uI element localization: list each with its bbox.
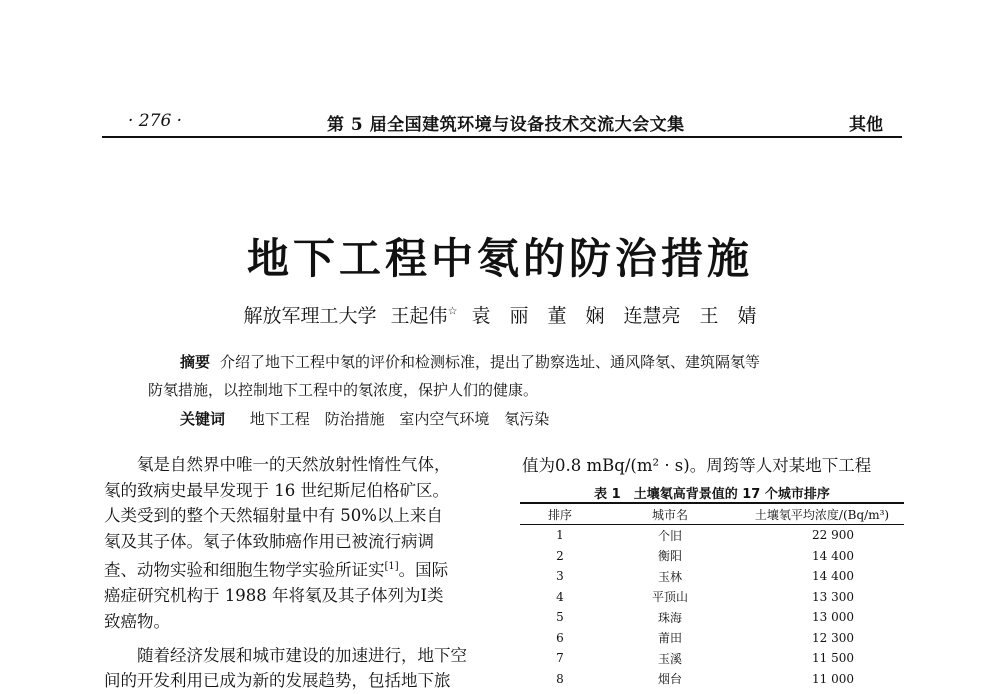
keyword-item: 地下工程	[249, 410, 310, 428]
table-row	[520, 648, 904, 669]
text-line: 随着经济发展和城市建设的加速进行，地下空	[137, 645, 467, 665]
text-line: 癌症研究机构于 1988 年将氡及其子体列为Ⅰ类	[104, 586, 444, 606]
lead-author	[391, 305, 458, 327]
header-rule	[102, 136, 902, 138]
value-cell: 13 000	[812, 610, 854, 625]
keywords-label: 关键词	[180, 410, 226, 428]
lead-author-mark: ☆	[447, 304, 458, 318]
column-header: 城市名	[600, 503, 740, 525]
rank-cell: 1	[556, 528, 564, 543]
keyword-item: 防治措施	[324, 410, 385, 428]
lead-author-name: 王起伟	[390, 305, 448, 327]
text-line: 氡及其子体。氡子体致肺癌作用已被流行病调	[104, 531, 434, 551]
table-caption: 表 1 土壤氡高背景值的 17 个城市排序	[594, 487, 830, 502]
table-header-row	[520, 503, 904, 525]
text-line: 查、动物实验和细胞生物学实验所证实	[104, 560, 385, 580]
abstract-line-2: 防氡措施，以控制地下工程中的氡浓度，保护人们的健康。	[148, 381, 539, 399]
rank-cell: 4	[556, 589, 564, 604]
column-header: 土壤氡平均浓度/(Bq/m³)	[740, 503, 904, 525]
city-cell: 个旧	[657, 528, 682, 543]
paragraph-1	[104, 452, 488, 635]
value-cell: 13 300	[812, 589, 854, 604]
rank-cell: 7	[556, 651, 564, 666]
co-authors: 袁 丽 董 娴 连慧亮 王 婧	[471, 305, 757, 327]
paper-title: 地下工程中氡的防治措施	[246, 234, 753, 283]
value-cell: 14 400	[812, 548, 854, 563]
rank-cell: 8	[556, 671, 564, 686]
section-name: 其他	[849, 115, 883, 135]
data-table	[520, 502, 904, 689]
journal-title: 第 5 届全国建筑环境与设备技术交流大会文集	[327, 115, 685, 135]
abstract-text-1: 介绍了地下工程中氡的评价和检测标准，提出了勘察选址、通风降氡、建筑隔氡等	[220, 353, 761, 371]
text-line: 间的开发利用已成为新的发展趋势，包括地下旅	[104, 671, 451, 691]
city-cell: 平顶山	[651, 590, 688, 605]
value-cell: 14 400	[812, 569, 854, 584]
author-line	[0, 301, 1000, 328]
table-row	[520, 607, 904, 628]
abstract-label: 摘要	[180, 353, 211, 371]
keywords	[180, 408, 549, 429]
body-right-text: 值为0.8 mBq/(m² · s)。周筠等人对某地下工程	[522, 456, 872, 475]
city-cell: 衡阳	[657, 549, 682, 564]
table-row	[520, 587, 904, 608]
rank-cell: 5	[556, 610, 564, 625]
text-line: 人类受到的整个天然辐射量中有 50%以上来自	[104, 506, 443, 526]
abstract-line-1	[180, 351, 760, 372]
citation-ref: [1]	[384, 561, 399, 573]
city-cell: 珠海	[657, 610, 682, 625]
city-cell: 玉林	[657, 569, 682, 584]
table-row	[520, 566, 904, 587]
rank-cell: 3	[556, 569, 564, 584]
paragraph-2	[104, 643, 488, 694]
page-number: · 276 ·	[128, 111, 183, 131]
text-line: 。国际	[398, 560, 449, 580]
text-line: 致癌物。	[104, 612, 170, 632]
table-row	[520, 525, 904, 546]
table-row	[520, 546, 904, 567]
value-cell: 11 500	[812, 651, 854, 666]
value-cell: 12 300	[812, 630, 854, 645]
body-left-column	[104, 452, 488, 694]
text-line: 氡是自然界中唯一的天然放射性惰性气体，	[137, 455, 451, 474]
table-row	[520, 628, 904, 649]
affiliation: 解放军理工大学	[243, 305, 377, 327]
keyword-item: 室内空气环境	[399, 410, 490, 428]
text-line: 氡的致病史最早发现于 16 世纪斯尼伯格矿区。	[104, 480, 449, 500]
keyword-item: 氡污染	[504, 410, 550, 428]
column-header: 排序	[520, 503, 600, 525]
rank-cell: 2	[556, 548, 564, 563]
rank-cell: 6	[556, 630, 564, 645]
city-cell: 玉溪	[657, 651, 682, 666]
value-cell: 22 900	[812, 528, 854, 543]
city-cell: 烟台	[657, 672, 682, 687]
value-cell: 11 000	[812, 671, 854, 686]
table-row	[520, 669, 904, 690]
city-cell: 莆田	[657, 631, 682, 646]
